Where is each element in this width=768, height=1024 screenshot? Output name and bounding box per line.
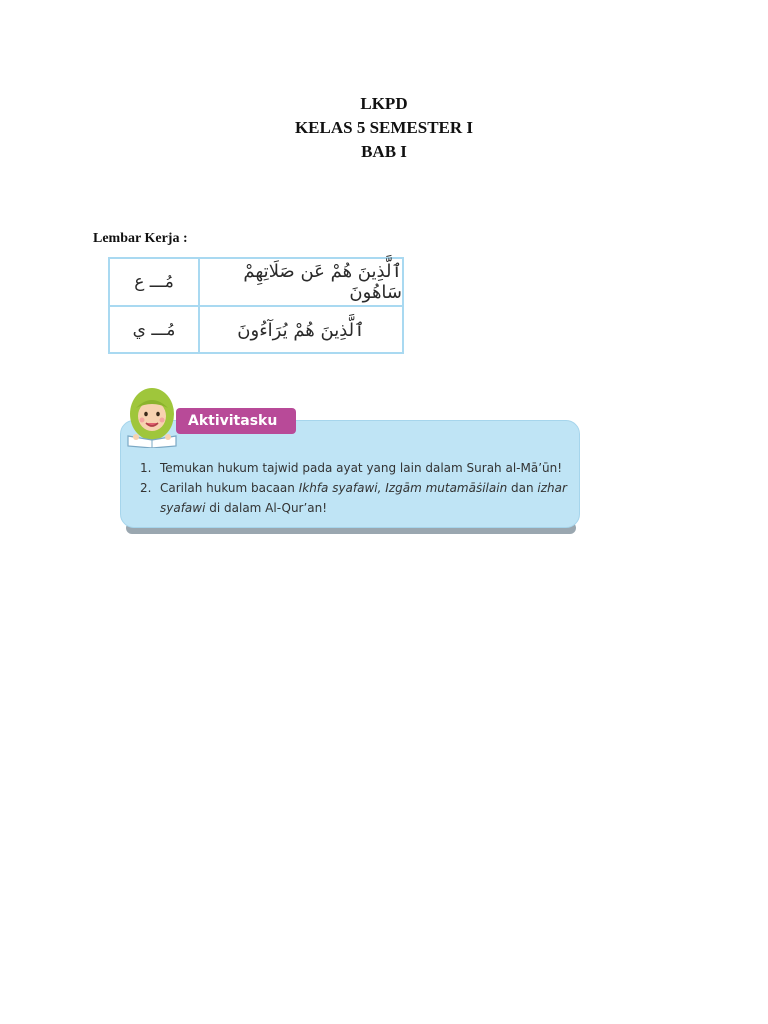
letter-cell: مُـــ ي: [110, 307, 200, 353]
letter-cell: مُـــ ع: [110, 259, 200, 305]
chapter: BAB I: [361, 142, 407, 161]
term-ikhfa: Ikhfa syafawi,: [298, 481, 382, 495]
page-title: [0, 92, 768, 164]
item-text: dan: [507, 481, 538, 495]
worksheet-label: Lembar Kerja :: [93, 231, 188, 246]
girl-mascot-icon: [124, 384, 182, 448]
verse-cell: ٱلَّذِينَ هُمْ يُرَآءُونَ: [237, 319, 365, 341]
activity-list: [140, 458, 572, 518]
item-text: Carilah hukum bacaan: [160, 481, 299, 495]
item-text: di dalam Al-Qur’an!: [205, 501, 328, 515]
class-semester: KELAS 5 SEMESTER I: [294, 118, 474, 137]
term-izhar: izhar syafawi: [160, 481, 567, 515]
list-item: [140, 458, 572, 478]
doc-title: LKPD: [360, 94, 408, 113]
activity-box: [118, 384, 584, 544]
item-number: 2.: [140, 481, 152, 495]
list-item: [140, 478, 572, 518]
item-text: Temukan hukum tajwid pada ayat yang lain dalam Surah al-Mā’ūn!: [160, 461, 563, 475]
table-row: [110, 307, 402, 353]
item-number: 1.: [140, 461, 152, 475]
verse-cell: ٱلَّذِينَ هُمْ عَن صَلَاتِهِمْ سَاهُونَ: [243, 261, 402, 303]
table-row: [110, 259, 402, 307]
activity-title: Aktivitasku: [176, 408, 296, 434]
term-idgham: Izgām mutamāṡilain: [385, 481, 508, 495]
tajwid-example-table: [108, 257, 404, 354]
